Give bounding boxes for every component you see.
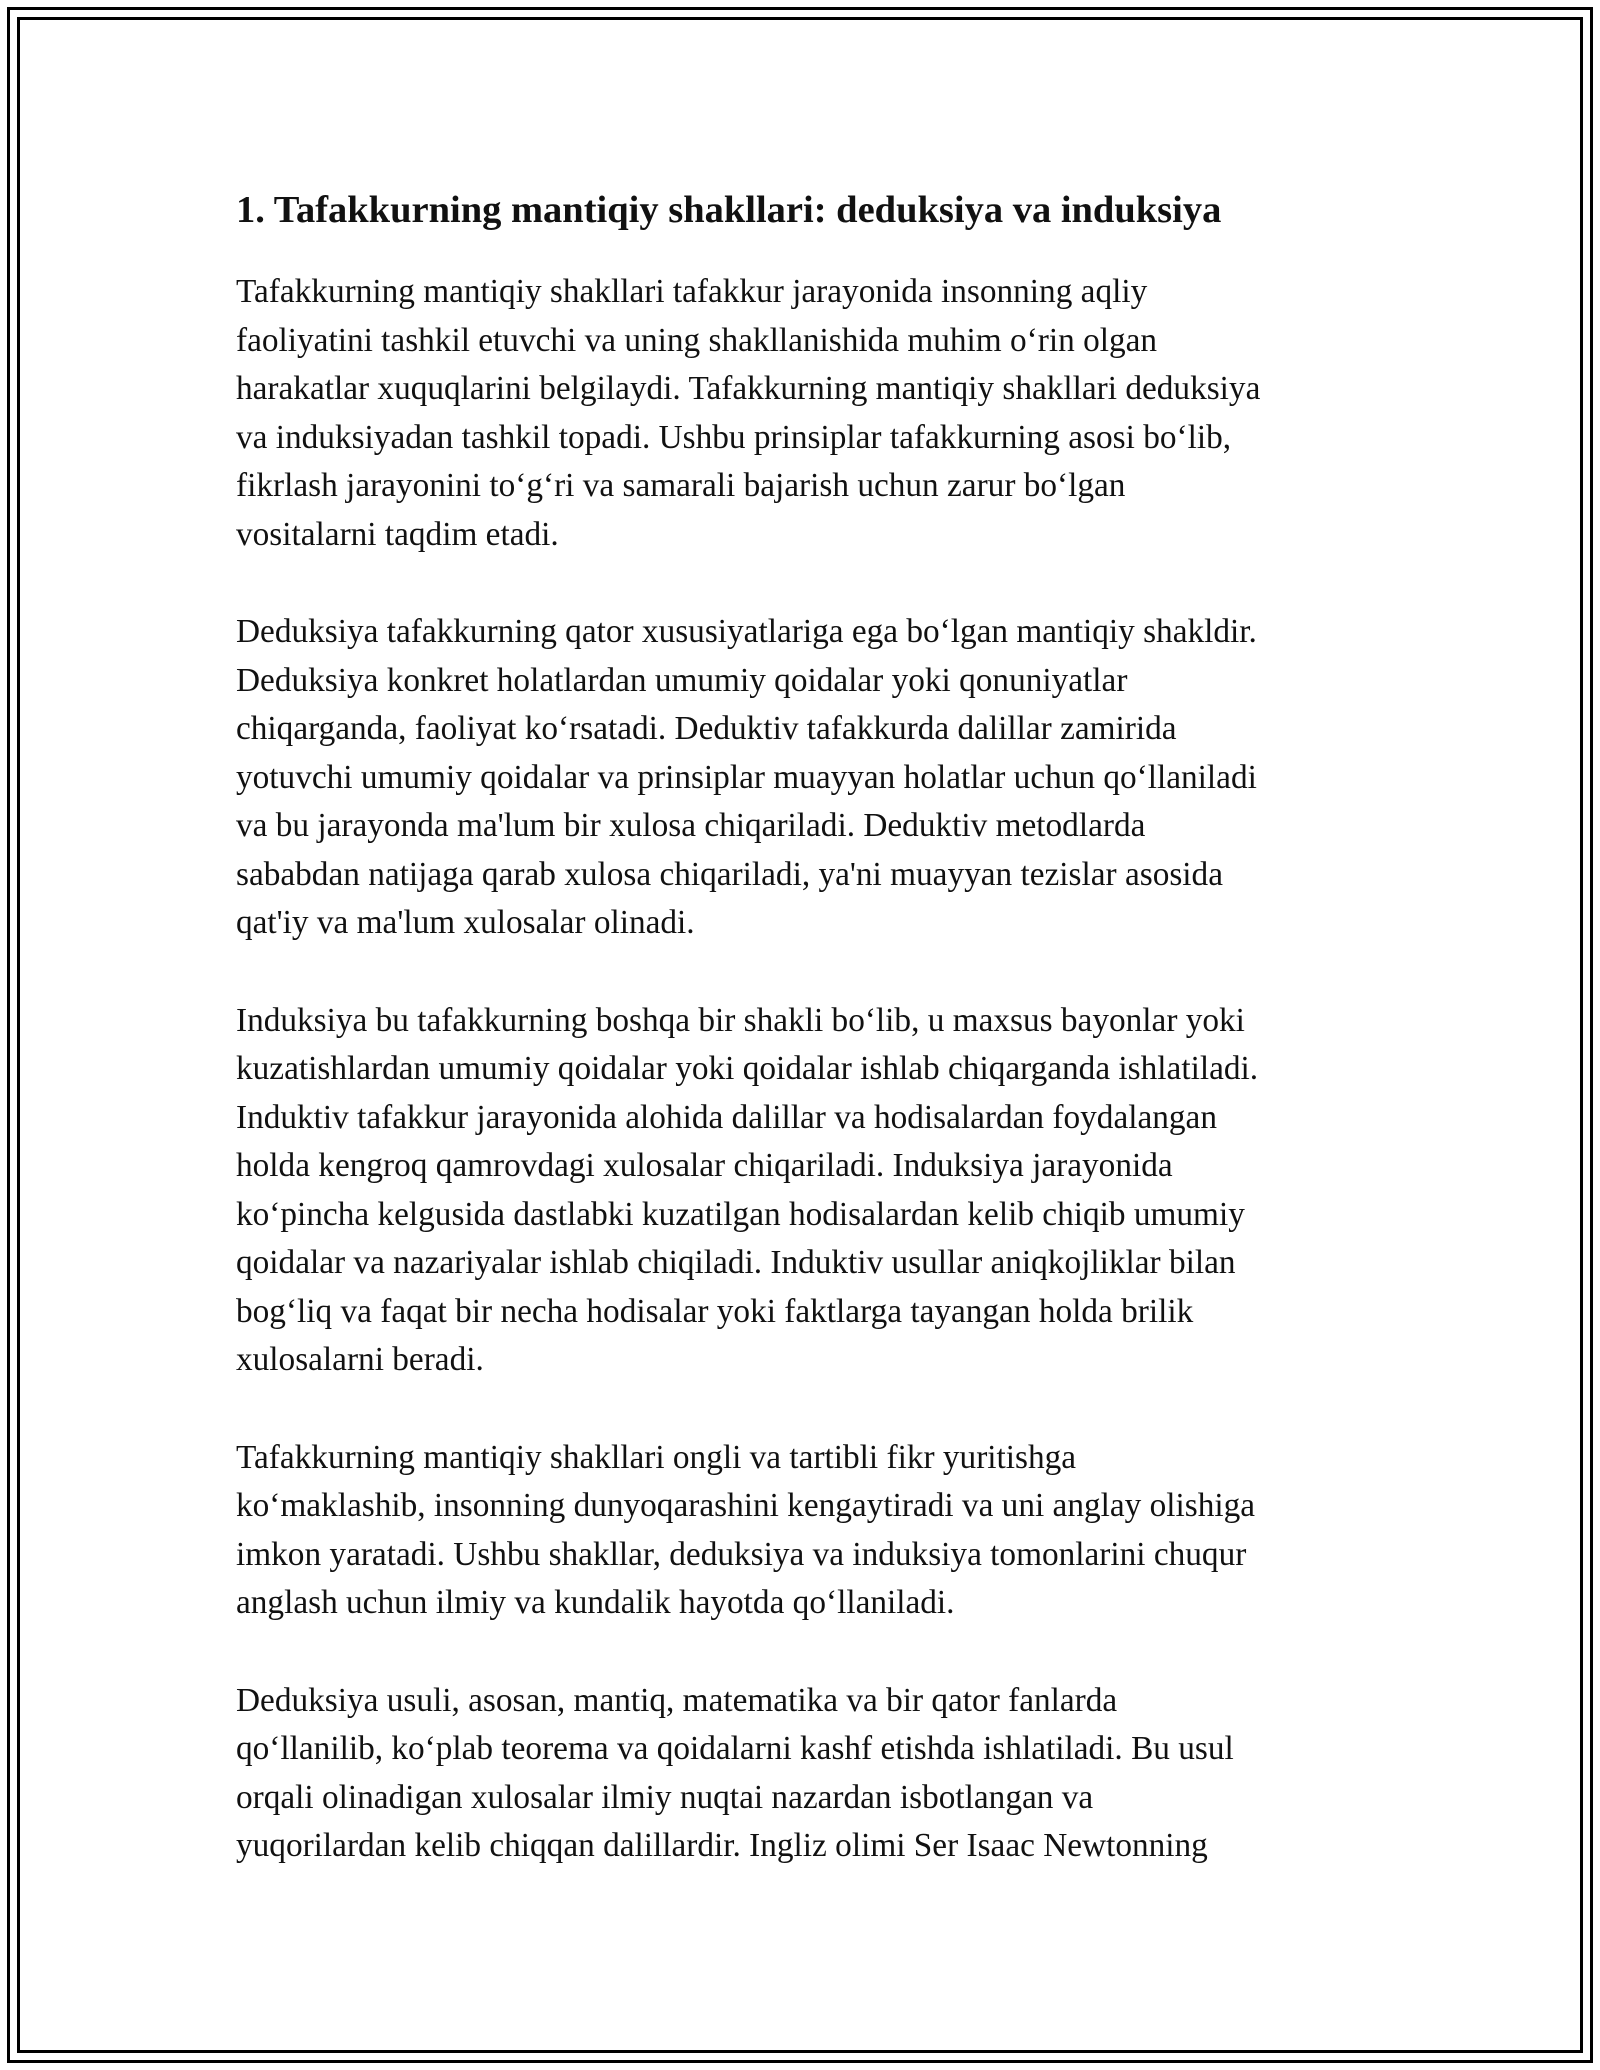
paragraph-summary: Tafakkurning mantiqiy shakllari ongli va tartibli fikr yuritishga ko‘maklashib, insonning dunyoqarashini kengaytiradi va uni anglay olishiga imkon yaratadi. Ushbu shakllar, deduksiya va induksiya tomonlarini chuqur anglash uchun ilmiy va kundalik hayotda qo‘llaniladi. <box>236 1438 1256 1621</box>
paragraph-deduction-usage: Deduksiya usuli, asosan, mantiq, matematika va bir qator fanlarda qo‘llanilib, ko‘plab teorema va qoidalarni kashf etishda ishlatiladi. Bu usul orqali olinadigan xulosalar ilmiy nuqtai nazardan isbotlangan va yuqorilardan kelib chiqqan dalillardir. Ingliz olimi Ser Isaac Newtonning <box>236 1681 1234 1864</box>
document-body <box>236 186 1386 1920</box>
paragraph-induction: Induksiya bu tafakkurning boshqa bir shakli bo‘lib, u maxsus bayonlar yoki kuzatishlardan umumiy qoidalar yoki qoidalar ishlab chiqarganda ishlatiladi. Induktiv tafakkur jarayonida alohida dalillar va hodisalardan foydalangan holda kengroq qamrovdagi xulosalar chiqariladi. Induksiya jarayonida ko‘pincha kelgusida dastlabki kuzatilgan hodisalardan kelib chiqib umumiy qoidalar va nazariyalar ishlab chiqiladi. Induktiv usullar aniqkojliklar bilan bog‘liq va faqat bir necha hodisalar yoki faktlarga tayangan holda brilik xulosalarni beradi. <box>236 1001 1259 1378</box>
section-heading: 1. Tafakkurning mantiqiy shakllari: deduksiya va induksiya <box>236 189 1222 231</box>
paragraph-intro: Tafakkurning mantiqiy shakllari tafakkur jarayonida insonning aqliy faoliyatini tashkil etuvchi va uning shakllanishida muhim o‘rin olgan harakatlar xuquqlarini belgilaydi. Tafakkurning mantiqiy shakllari deduksiya va induksiyadan tashkil topadi. Ushbu prinsiplar tafakkurning asosi bo‘lib, fikrlash jarayonini to‘g‘ri va samarali bajarish uchun zarur bo‘lgan vositalarni taqdim etadi. <box>236 273 1261 553</box>
paragraph-deduction: Deduksiya tafakkurning qator xususiyatlariga ega bo‘lgan mantiqiy shakldir. Deduksiya konkret holatlardan umumiy qoidalar yoki qonuniyatlar chiqarganda, faoliyat ko‘rsatadi. Deduktiv tafakkurda dalillar zamirida yotuvchi umumiy qoidalar va prinsiplar muayyan holatlar uchun qo‘llaniladi va bu jarayonda ma'lum bir xulosa chiqariladi. Deduktiv metodlarda sababdan natijaga qarab xulosa chiqariladi, ya'ni muayyan tezislar asosida qat'iy va ma'lum xulosalar olinadi. <box>236 613 1257 941</box>
